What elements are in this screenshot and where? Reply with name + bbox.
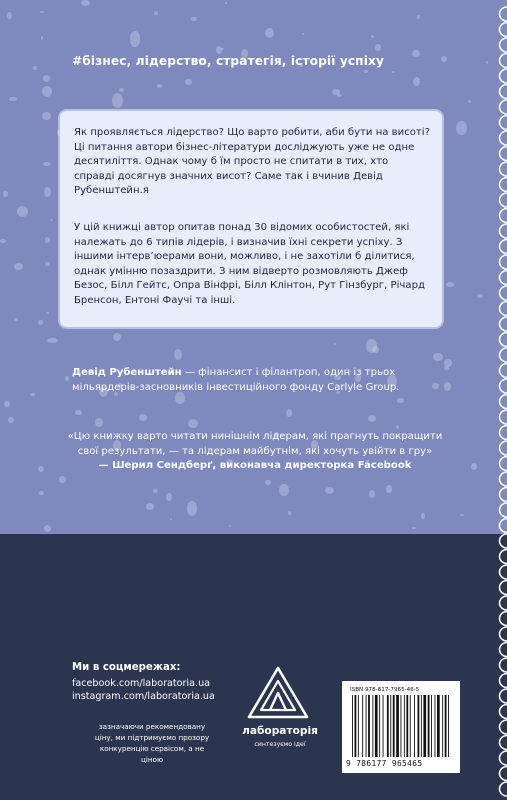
speckle bbox=[45, 237, 50, 243]
publisher-logo-icon bbox=[246, 665, 310, 721]
barcode-bar bbox=[396, 695, 399, 757]
speckle bbox=[8, 417, 14, 423]
author-bio-text: — фінансист і філантроп, один із трьох мільярдерів-засновників інвестиційного фонду Carlyle Group. bbox=[72, 367, 400, 393]
speckle bbox=[30, 393, 35, 396]
speckle bbox=[42, 112, 51, 120]
barcode-bar bbox=[414, 695, 415, 757]
barcode-bar bbox=[423, 695, 426, 757]
speckle bbox=[146, 503, 154, 510]
speckle bbox=[397, 398, 404, 404]
binding-ring bbox=[500, 23, 507, 37]
binding-ring bbox=[500, 317, 507, 331]
barcode-bar bbox=[393, 695, 395, 757]
binding-ring bbox=[500, 658, 507, 672]
binding-ring bbox=[500, 348, 507, 362]
speckle bbox=[265, 28, 274, 38]
speckle bbox=[139, 414, 146, 421]
binding-ring bbox=[500, 426, 507, 440]
binding-ring bbox=[500, 643, 507, 657]
binding-ring bbox=[500, 85, 507, 99]
barcode-bar bbox=[448, 695, 449, 757]
speckle bbox=[302, 33, 304, 35]
binding-ring bbox=[500, 612, 507, 626]
binding-ring bbox=[500, 410, 507, 424]
binding-ring bbox=[500, 162, 507, 176]
speckle bbox=[43, 162, 51, 167]
speckle bbox=[368, 415, 376, 422]
speckle bbox=[446, 282, 454, 287]
binding-ring bbox=[500, 736, 507, 750]
barcode-bar bbox=[431, 695, 432, 757]
speckle bbox=[174, 349, 182, 361]
speckle bbox=[412, 527, 416, 529]
speckle bbox=[46, 312, 49, 314]
binding-ring bbox=[500, 286, 507, 300]
barcode-bar bbox=[366, 695, 367, 757]
speckle bbox=[225, 2, 227, 4]
binding-ring bbox=[500, 7, 507, 21]
binding-ring bbox=[500, 209, 507, 223]
social-link-facebook: facebook.com/laboratoria.ua bbox=[72, 677, 211, 689]
barcode-bar bbox=[401, 695, 402, 757]
speckle bbox=[456, 121, 467, 135]
binding-ring bbox=[500, 596, 507, 610]
speckle bbox=[42, 86, 52, 97]
speckle bbox=[279, 484, 289, 496]
barcode-bar bbox=[372, 695, 373, 757]
speckle bbox=[38, 320, 43, 325]
speckle bbox=[39, 491, 44, 495]
speckle bbox=[119, 88, 124, 92]
speckle bbox=[337, 94, 342, 97]
genre-hashtags: #бізнес, лідерство, стратегія, історії успіху bbox=[72, 54, 384, 68]
binding-ring bbox=[500, 503, 507, 517]
barcode-bar bbox=[379, 695, 380, 757]
speckle bbox=[477, 294, 483, 297]
speckle bbox=[421, 513, 425, 519]
binding-ring bbox=[500, 395, 507, 409]
speckle bbox=[14, 263, 23, 270]
speckle bbox=[191, 17, 197, 21]
author-name: Девід Рубенштейн bbox=[72, 367, 182, 378]
speckle bbox=[4, 401, 10, 407]
speckle bbox=[433, 353, 444, 361]
speckle bbox=[413, 77, 420, 86]
speckle bbox=[444, 366, 449, 370]
quote-text: «Цю книжку варто читати нинішнім лідерам, які прагнуть покращити свої результати, — та лідерам майбутнім, які хочуть увійти в гру» bbox=[67, 431, 443, 457]
binding-ring bbox=[500, 193, 507, 207]
speckle bbox=[47, 338, 58, 343]
speckle bbox=[170, 518, 172, 520]
binding-ring bbox=[500, 705, 507, 719]
binding-ring bbox=[500, 54, 507, 68]
binding-ring bbox=[500, 69, 507, 83]
speckle bbox=[44, 187, 51, 197]
barcode-bar bbox=[435, 695, 436, 757]
binding-ring bbox=[500, 457, 507, 471]
speckle bbox=[157, 84, 161, 88]
speckle bbox=[188, 419, 198, 428]
quote-attribution: — Шерил Сендберґ, виконавча директорка Facebook bbox=[98, 460, 412, 471]
barcode-bar bbox=[410, 695, 411, 757]
speckle bbox=[265, 480, 271, 485]
speckle bbox=[369, 490, 374, 498]
barcode-bar bbox=[418, 695, 420, 757]
speckle bbox=[286, 409, 293, 417]
barcode-bar bbox=[437, 695, 440, 757]
speckle bbox=[154, 11, 158, 15]
speckle bbox=[417, 15, 420, 19]
spiral-binding bbox=[487, 0, 507, 800]
speckle bbox=[396, 425, 399, 429]
speckle bbox=[444, 382, 451, 391]
speckle bbox=[75, 410, 82, 416]
barcode-bar bbox=[428, 695, 430, 757]
speckle bbox=[9, 97, 17, 101]
publisher-slogan: синтезуємо ідеї bbox=[254, 741, 306, 748]
endorsement-quote bbox=[60, 430, 450, 474]
speckle bbox=[153, 489, 158, 493]
speckle bbox=[33, 66, 37, 70]
social-media-block bbox=[72, 661, 222, 704]
binding-ring bbox=[500, 674, 507, 688]
binding-ring bbox=[500, 767, 507, 781]
binding-ring bbox=[500, 116, 507, 130]
barcode-bar bbox=[375, 695, 378, 757]
speckle bbox=[325, 487, 334, 494]
speckle bbox=[432, 383, 439, 389]
speckle bbox=[41, 36, 44, 40]
binding-ring bbox=[500, 224, 507, 238]
binding-ring bbox=[500, 364, 507, 378]
speckle bbox=[185, 79, 191, 85]
speckle bbox=[366, 339, 376, 353]
barcode-bar bbox=[390, 695, 391, 757]
barcode-bar bbox=[387, 695, 389, 757]
speckle bbox=[95, 418, 103, 427]
barcode-bar bbox=[406, 695, 408, 757]
binding-ring bbox=[500, 627, 507, 641]
speckle bbox=[14, 318, 18, 321]
speckle bbox=[43, 75, 50, 82]
binding-ring bbox=[500, 782, 507, 796]
social-title: Ми в соцмережах: bbox=[72, 662, 181, 673]
barcode-bar bbox=[362, 695, 363, 757]
binding-ring bbox=[500, 534, 507, 548]
speckle bbox=[40, 11, 44, 13]
speckle bbox=[113, 333, 122, 342]
isbn-label: ISBN 978-617-7965-46-5 bbox=[350, 687, 420, 693]
speckle bbox=[7, 12, 12, 19]
speckle bbox=[364, 70, 368, 73]
binding-ring bbox=[500, 720, 507, 734]
binding-ring bbox=[500, 689, 507, 703]
speckle bbox=[187, 501, 197, 515]
publisher-name: лабораторія bbox=[242, 725, 318, 737]
binding-ring bbox=[500, 379, 507, 393]
binding-ring bbox=[500, 751, 507, 765]
speckle bbox=[371, 35, 374, 38]
binding-ring bbox=[500, 488, 507, 502]
speckle bbox=[229, 525, 231, 527]
speckle bbox=[81, 0, 90, 6]
speckle bbox=[45, 262, 49, 266]
speckle bbox=[216, 46, 222, 54]
speckle bbox=[17, 206, 28, 217]
speckle bbox=[392, 71, 395, 73]
binding-ring bbox=[500, 100, 507, 114]
barcode-bar bbox=[445, 695, 447, 757]
speckle bbox=[471, 463, 477, 470]
barcode-bar bbox=[404, 695, 405, 757]
binding-ring bbox=[500, 581, 507, 595]
binding-ring bbox=[500, 271, 507, 285]
speckle bbox=[50, 219, 53, 221]
barcode-bars bbox=[352, 695, 452, 757]
social-link-instagram: instagram.com/laboratoria.ua bbox=[72, 691, 215, 702]
speckle bbox=[288, 511, 291, 515]
barcode-bar bbox=[368, 695, 370, 757]
binding-ring bbox=[500, 147, 507, 161]
price-note: зазначаючи рекомендовану ціну, ми підтримуємо прозору конкуренцію сервісом, а не ціною bbox=[94, 722, 210, 764]
speckle bbox=[386, 485, 392, 493]
binding-ring bbox=[500, 302, 507, 316]
speckle bbox=[130, 31, 141, 47]
binding-ring bbox=[500, 255, 507, 269]
description-paragraph-2: У цій книжці автор опитав понад 30 відомих особистостей, які належать до 6 типів лідерів, і визначив їхні секрети успіху. З іншими інтерв’юерами вони, можливо, і не захотіли б ділитися, однак умінню позаздрити. З ним відверто розмовляють Джеф Безос, Білл Гейтс, Опра Вінфрі, Білл Клінтон, Рут Гінзбург, Річард Бренсон, Ентоні Фаучі та інші. bbox=[74, 222, 425, 306]
binding-ring bbox=[500, 240, 507, 254]
barcode-bar bbox=[355, 695, 357, 757]
speckle bbox=[59, 476, 66, 482]
binding-ring bbox=[500, 441, 507, 455]
barcode-block bbox=[342, 681, 460, 773]
barcode-bar bbox=[421, 695, 422, 757]
speckle bbox=[38, 466, 44, 472]
speckle bbox=[0, 239, 6, 243]
barcode-digits: 9 786177 965465 bbox=[346, 759, 423, 768]
binding-ring bbox=[500, 178, 507, 192]
binding-ring bbox=[500, 38, 507, 52]
binding-ring bbox=[500, 550, 507, 564]
speckle bbox=[460, 514, 464, 516]
barcode-bar bbox=[442, 695, 443, 757]
speckle bbox=[112, 93, 123, 108]
binding-ring bbox=[500, 472, 507, 486]
speckle bbox=[375, 44, 381, 51]
barcode-bar bbox=[383, 695, 384, 757]
binding-ring bbox=[500, 565, 507, 579]
speckle bbox=[44, 525, 51, 532]
speckle bbox=[468, 100, 471, 103]
binding-ring bbox=[500, 131, 507, 145]
binding-ring bbox=[500, 519, 507, 533]
speckle bbox=[334, 343, 336, 345]
barcode-bar bbox=[358, 695, 359, 757]
speckle bbox=[166, 493, 172, 501]
speckle bbox=[3, 191, 7, 197]
description-box bbox=[60, 111, 442, 327]
binding-ring bbox=[500, 333, 507, 347]
description-paragraph-1: Як проявляється лідерство? Що варто робити, аби бути на висоті? Ці питання автори бізнес-літератури досліджують уже не одне десятиліття. Однак чому б їм просто не спитати в тих, хто справді досягнув значних висот? Саме так і вчинив Девід Рубенштейн.я bbox=[74, 127, 430, 196]
author-bio bbox=[72, 366, 432, 395]
speckle bbox=[65, 376, 69, 381]
barcode-bar bbox=[352, 695, 353, 757]
publisher-logo bbox=[232, 665, 328, 775]
